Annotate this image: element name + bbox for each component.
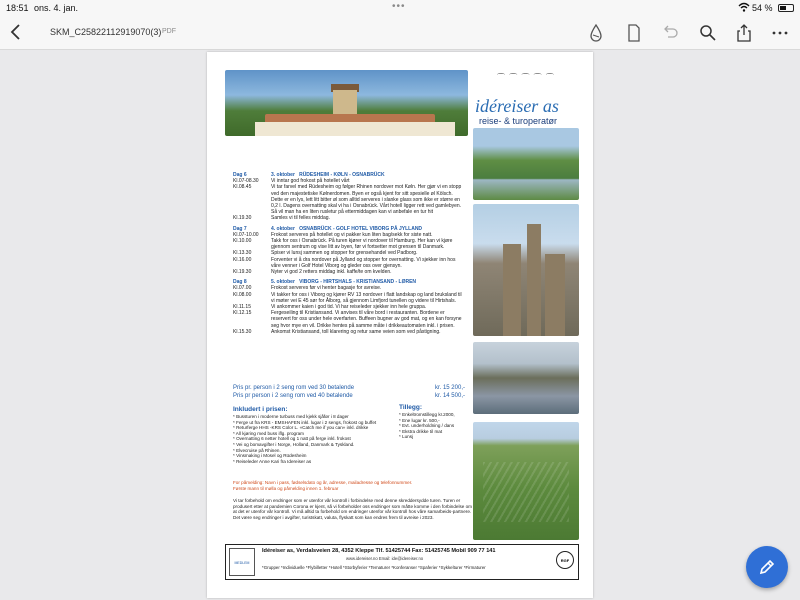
logo-text: idéreiser as (475, 96, 559, 116)
included-title: Inkludert i prisen: (233, 406, 288, 413)
back-icon[interactable] (10, 23, 22, 46)
day-heading: Dag 7 4. oktober OSNABRÜCK - GOLF HOTEL VIBORG PÅ JYLLAND (233, 225, 423, 232)
itinerary-line: Kl.16.00 Forventer vi å dra nordover på Jylland og stopper for overnatting. Vi sjekker inn hos våre venner i Golf Hotel Viborg og gleder oss over gjensyn. (233, 256, 456, 269)
day-block (233, 226, 465, 276)
day-heading: Dag 8 5. oktober VIBORG - HIRTSHALS - KRISTIANSAND - LØREN (233, 279, 417, 286)
signup-line: Første mann til mølla og påmelding innen 1. februar (233, 485, 339, 491)
logo-subtitle: reise- & turoperatør (479, 116, 558, 126)
included-item: * Ferge ut fra KRS - EMSHAFEN inkl. lugar i 2 sengs, frokost og buffet (233, 419, 377, 425)
pdf-page[interactable] (207, 52, 593, 598)
included-item: * All kjøring med buss iflg. program (233, 430, 304, 436)
included-list (233, 406, 383, 464)
photo-lake (473, 342, 579, 414)
price-row: Pris pr person i 2 seng rom ved 40 betalende kr. 14 500,- (233, 393, 465, 399)
page-icon[interactable] (624, 23, 644, 43)
itinerary-line: Kl.08.45 Vi tar farvel med Rüdesheim og følger Rhinen nordover mot Køln. Her gjør vi en stopp ved den majestetiske Kølnerdomen. Byen er også kjent for sitt spesielle øl Kölsch. Dette er en lys, lett litt bitter øl som alltid serveres i slanke glass som ikke er større en 0,2 l. Dagens overnatting skal vi ha i Osnabrück. Vårt hotell ligger rett ved gamlebyen. Så vil man ha en liten rusletur på ettermiddagen kan vi anbefale en tur hit (233, 184, 462, 216)
itinerary-line: Kl.13.30 Spiser vi lunsj sammen og stopper for grensehandel ved Padborg. (233, 250, 418, 257)
price-row: Pris pr. person i 2 seng rom ved 30 betalende kr. 15 200,- (233, 385, 465, 391)
document-type: PDF (162, 28, 176, 35)
itinerary (233, 172, 465, 339)
photo-rhine-valley (473, 128, 579, 200)
footer-box (225, 544, 579, 580)
day-heading: Dag 6 3. oktober RÜDESHEIM - KØLN - OSNABRÜCK (233, 172, 385, 178)
signup-info (233, 480, 473, 491)
included-item: * Bussturen i moderne turbuss med kjekk sjåfør i 8 dager (233, 414, 349, 419)
included-item: * Overnatting 6 netter hotell og 1 natt på ferge inkl. frokost (233, 436, 351, 442)
included-item: * Elvecruise på Rhinen. (233, 447, 281, 453)
markup-icon[interactable] (586, 23, 606, 43)
footer-categories: *Grupper *Individuelle *Flybilletter *Hotell *Storbyferier *Tematurer *Konferanser *Spaferier *Sykkelturer *Firmaturer (262, 565, 486, 570)
multitasking-dots-icon[interactable]: ••• (392, 1, 406, 12)
clock: 18:51 (6, 3, 29, 13)
itinerary-line: Kl.12.15 Fergeseiling til Kristiansand. Vi anvises til våre bord i restauranten. Bordene er reservert for oss under hele overfarten. Buffeen bugner av god mat, og en kan forsyne seg hvor mye en vil. Drikke hentes på samme måte i drikkeautomaten inkl. i prisen. (233, 310, 462, 329)
included-item: * Vei og bomavgifter i Norge, Holland, Danmark & Tyskland. (233, 441, 355, 447)
document-name: SKM_C25822112919070(3) (50, 27, 162, 37)
edit-button[interactable] (746, 546, 788, 588)
search-icon[interactable] (698, 23, 718, 43)
date: ons. 4. jan. (34, 3, 79, 13)
battery-icon (778, 4, 794, 12)
extras-item: * Lunsj (399, 434, 414, 440)
extras-item: * Enkeltromstillegg kr.2000, (399, 412, 455, 417)
itinerary-line: Kl.08.00 Vi takker for oss i Viborg og kjører RV 13 nordover i flatt landskap og land bruksland til vi møter vei E 45 sør for Ålborg, så gjennom Limfjord tunellen og videre til Hirtshals. (233, 291, 462, 304)
edit-icon (758, 558, 776, 576)
itinerary-line: Kl.07-08.30 Vi inntar god frokost på hotellet vårt (233, 178, 350, 185)
footer-address: Idéreiser as, Verdalsveien 28, 4352 Kleppe Tlf. 51425744 Fax: 51425745 Mobil 909 77 141 (262, 548, 496, 554)
itinerary-line: Kl.11.15 Vi ankommer kaien i god tid. Vi har reiseleder sjekker inn hele gruppa. (233, 304, 427, 311)
status-bar (0, 0, 800, 16)
price-list (233, 384, 465, 400)
birds-logo-icon: ⌒ ⌒ ⌒ ⌒ ⌒ (497, 73, 555, 82)
included-item: * Returferge HHS -KRS Color L. «Catch me if you can» inkl. drikke (233, 425, 369, 431)
undo-icon[interactable] (660, 23, 680, 43)
itinerary-line: Kl.07.00 Frokost serveres før vi henter bagasje for avreise. (233, 285, 382, 292)
included-item: * Vinsmaking i Mosel og Rüdesheim (233, 453, 307, 459)
more-icon[interactable] (770, 23, 790, 43)
extras-item: * Evt. underholdning / dans (399, 423, 455, 429)
hero-photo-rudesheim (225, 70, 468, 136)
footer-web: www.idereiser.no Email: ide@idereiser.no (346, 556, 424, 561)
itinerary-line: Kl.10.00 Takk for oss i Osnabrück. På turen kjører vi nordover til Hamburg. Her kan vi kjøre gjennom sentrum og vise litt av byen, før vi fortsetter mot grensen til Danmark. (233, 238, 453, 251)
extras-item: * Ene lugar kr. 500,- (399, 417, 440, 423)
extras-item: * Ekstra drikke til mat (399, 428, 443, 434)
photo-vineyards (473, 422, 579, 540)
battery-percent: 54 % (752, 3, 773, 13)
day-block (233, 279, 465, 335)
share-icon[interactable] (734, 23, 754, 43)
member-badge: MEDLEM (229, 548, 255, 576)
wifi-icon (738, 2, 750, 14)
signup-line: For påmelding: Navn i pass, fødselsdato og år, adresse, mailadresse og telefonnummer. (233, 480, 413, 485)
itinerary-line: Kl.19.30 Nyter vi god 2 retters middag inkl. kaffe/te om kvelden. (233, 269, 392, 276)
itinerary-line: Kl.07-10.00 Frokost serveres på hotellet og vi pakker kun liten bag/sekk for siste natt. (233, 231, 433, 238)
itinerary-line: Kl.15.30 Ankomst Kristiansand, toll klarering og retur same veien som ved påstigning. (233, 328, 441, 335)
itinerary-line: Kl.19.30 Samles vi til felles middag. (233, 215, 330, 222)
day-block (233, 172, 465, 222)
pdf-toolbar (0, 16, 800, 50)
included-item: * Reiseleder Anne Kari fra Idereiser as (233, 458, 312, 464)
extras-list (399, 404, 469, 440)
terms-paragraph: Vi tar forbehold om endringer som er utenfor vår kontroll i forbindelse med denne skreddersydde turen. Turen er produsert etter at pandemien Corona er kjent, så vi forbeholder oss endringer som måtte komme i den forbindelse om at det er utenfor vår kontroll. Vi må alltid ta forbehold om endringer utenfor vår kontroll hos våre samarbeids-partnere. Det være seg endringer i avgifter, turistskatt, valuta, flyskatt som kan endres frem til avreise i 2023. (233, 498, 472, 520)
photo-castle (473, 204, 579, 336)
extras-title: Tillegg: (399, 404, 422, 411)
rgf-badge: RGF (556, 551, 574, 569)
